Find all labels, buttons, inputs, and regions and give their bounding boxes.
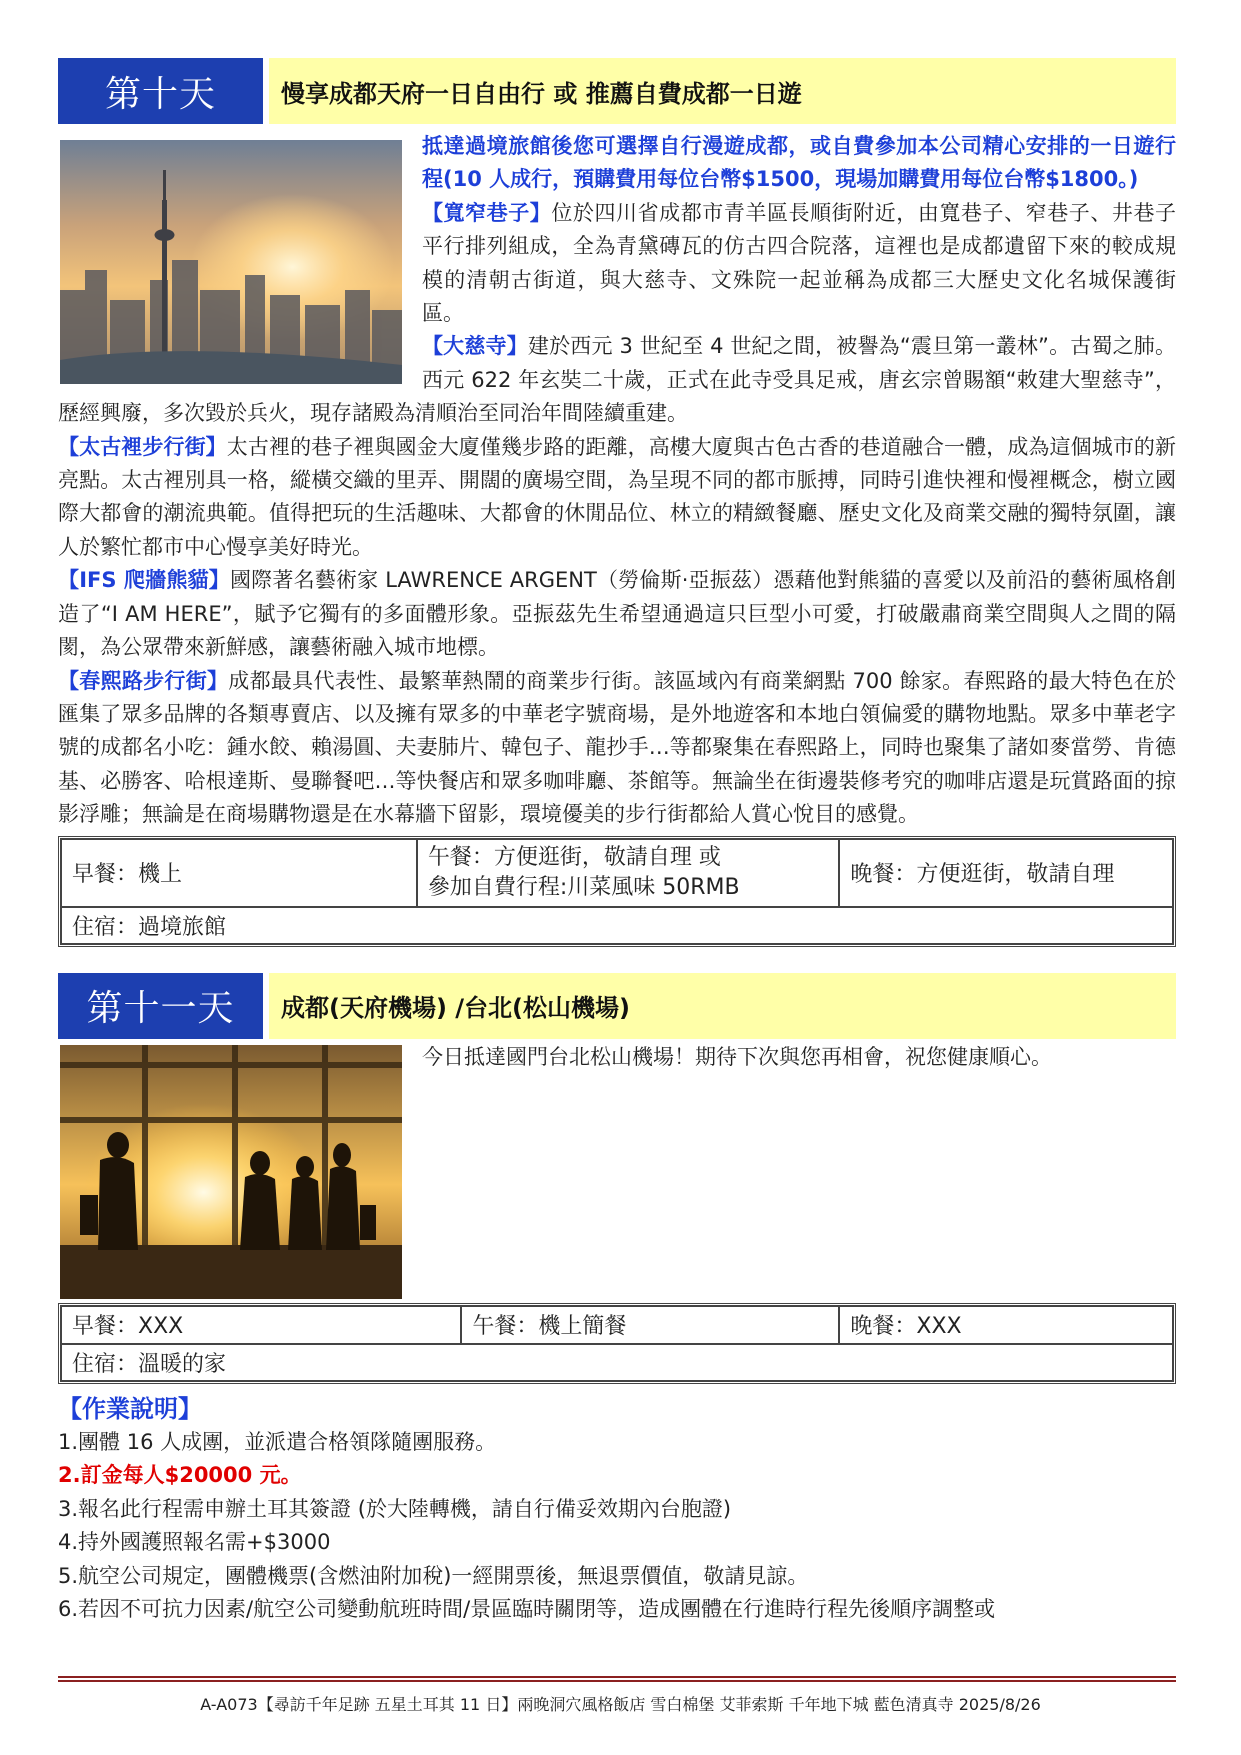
- section-text: 建於西元 3 世紀至 4 世紀之間，被譽為“震旦第一叢林”。古蜀之肺。西元 622 年玄奘二十歲，正式在此寺受具足戒，唐玄宗曾賜額“敕建大聖慈寺”，歷經興廢，多次毀於兵火，現存諸殿為清順治至同治年間陸續重建。: [58, 334, 1176, 426]
- breakfast-cell: 早餐：XXX: [61, 1306, 461, 1344]
- page: [58, 58, 1176, 1627]
- section-taikoo: [58, 431, 1176, 565]
- day11-header: [58, 973, 1176, 1039]
- day11-title: 成都(天府機場) /台北(松山機場): [281, 994, 630, 1023]
- section-text: 國際著名藝術家 LAWRENCE ARGENT（勞倫斯·亞振茲）憑藉他對熊貓的喜愛以及前沿的藝術風格創造了“I AM HERE”，賦予它獨有的多面體形象。亞振茲先生希望通過這只巨型小可愛，打破嚴肅商業空間與人之間的隔閡，為公眾帶來新鮮感，讓藝術融入城市地標。: [58, 568, 1176, 660]
- section-tag: 【太古裡步行街】: [58, 434, 227, 459]
- footer-text: A-A073【尋訪千年足跡 五星土耳其 11 日】兩晚洞穴風格飯店 雪白棉堡 艾菲索斯 千年地下城 藍色清真寺 2025/8/26: [200, 1695, 1041, 1714]
- airport-silhouette-photo: [60, 1045, 402, 1299]
- note-item: 4.持外國護照報名需+$3000: [58, 1530, 331, 1555]
- day10-title: 慢享成都天府一日自由行 或 推薦自費成都一日遊: [281, 79, 802, 108]
- dinner-cell: 晚餐：方便逛街，敬請自理: [839, 839, 1173, 907]
- day10-body: [58, 130, 1176, 832]
- lunch-line1: 午餐：方便逛街，敬請自理 或: [427, 844, 721, 870]
- section-tag: 【寬窄巷子】: [422, 200, 552, 225]
- day11-meals-table: [58, 1303, 1176, 1384]
- section-text: 成都最具代表性、最繁華熱鬧的商業步行街。該區域內有商業網點 700 餘家。春熙路的最大特色在於匯集了眾多品牌的各類專賣店、以及擁有眾多的中華老字號商場，是外地遊客和本地白領偏愛的購物地點。眾多中華老字號的成都名小吃：鍾水餃、賴湯圓、夫妻肺片、韓包子、龍抄手…等都聚集在春熙路上，同時也聚集了諸如麥當勞、肯德基、必勝客、哈根達斯、曼聯餐吧…等快餐店和眾多咖啡廳、茶館等。無論坐在街邊裝修考究的咖啡店還是玩賞路面的掠影浮雕；無論是在商場購物還是在水幕牆下留影，環境優美的步行街都給人賞心悅目的感覺。: [58, 668, 1177, 827]
- day10-intro: 抵達過境旅館後您可選擇自行漫遊成都，或自費參加本公司精心安排的一日遊行程(10 人成行，預購費用每位台幣$1500，現場加購費用每位台幣$1800。): [422, 134, 1176, 192]
- section-text: 太古裡的巷子裡與國金大廈僅幾步路的距離，高樓大廈與古色古香的巷道融合一體，成為這個城市的新亮點。太古裡別具一格，縱橫交織的里弄、開闊的廣場空間，為呈現不同的都市脈搏，同時引進快裡和慢裡概念，樹立國際大都會的潮流典範。值得把玩的生活趣味、大都會的休閒品位、林立的精緻餐廳、歷史文化及商業交融的獨特氛圍，讓人於繁忙都市中心慢享美好時光。: [58, 434, 1177, 559]
- lunch-line2: 參加自費行程:川菜風味 50RMB: [427, 874, 740, 900]
- day10-header: [58, 58, 1176, 124]
- note-item: 5.航空公司規定，團體機票(含燃油附加稅)一經開票後，無退票價值，敬請見諒。: [58, 1563, 809, 1588]
- breakfast-cell: 早餐：機上: [61, 839, 417, 907]
- note-item: 3.報名此行程需申辦土耳其簽證 (於大陸轉機，請自行備妥效期內台胞證): [58, 1496, 732, 1521]
- lodging-cell: 住宿：過境旅館: [61, 907, 1173, 944]
- lodging-cell: 住宿：溫暖的家: [61, 1344, 1173, 1381]
- notes-title: 【作業說明】: [58, 1394, 202, 1423]
- footer-divider: [58, 1676, 1176, 1682]
- day11-text: 今日抵達國門台北松山機場！期待下次與您再相會，祝您健康順心。: [422, 1044, 1052, 1069]
- chengdu-skyline-photo: [60, 140, 402, 384]
- section-chunxi: [58, 665, 1176, 832]
- section-text: 位於四川省成都市青羊區長順街附近，由寬巷子、窄巷子、井巷子平行排列組成，全為青黛磚瓦的仿古四合院落，這裡也是成都遺留下來的較成規模的清朝古街道，與大慈寺、文殊院一起並稱為成都三大歷史文化名城保護街區。: [422, 200, 1177, 326]
- dinner-cell: 晚餐：XXX: [839, 1306, 1173, 1344]
- section-tag: 【春熙路步行街】: [58, 668, 229, 693]
- lunch-cell: [417, 839, 840, 907]
- day11-body: [58, 1041, 1176, 1299]
- day10-label: 第十天: [58, 58, 269, 124]
- day10-meals-table: [58, 836, 1176, 947]
- section-tag: 【IFS 爬牆熊貓】: [58, 568, 230, 593]
- note-item: 6.若因不可抗力因素/航空公司變動航班時間/景區臨時關閉等，造成團體在行進時行程先後順序調整或: [58, 1597, 996, 1622]
- notes-section: [58, 1392, 1176, 1627]
- section-ifs-panda: [58, 564, 1176, 664]
- note-item-deposit: 2.訂金每人$20000 元。: [58, 1463, 302, 1488]
- section-tag: 【大慈寺】: [422, 334, 528, 359]
- day11-label: 第十一天: [58, 973, 269, 1039]
- lunch-cell: 午餐：機上簡餐: [461, 1306, 839, 1344]
- note-item: 1.團體 16 人成團，並派遣合格領隊隨團服務。: [58, 1429, 497, 1454]
